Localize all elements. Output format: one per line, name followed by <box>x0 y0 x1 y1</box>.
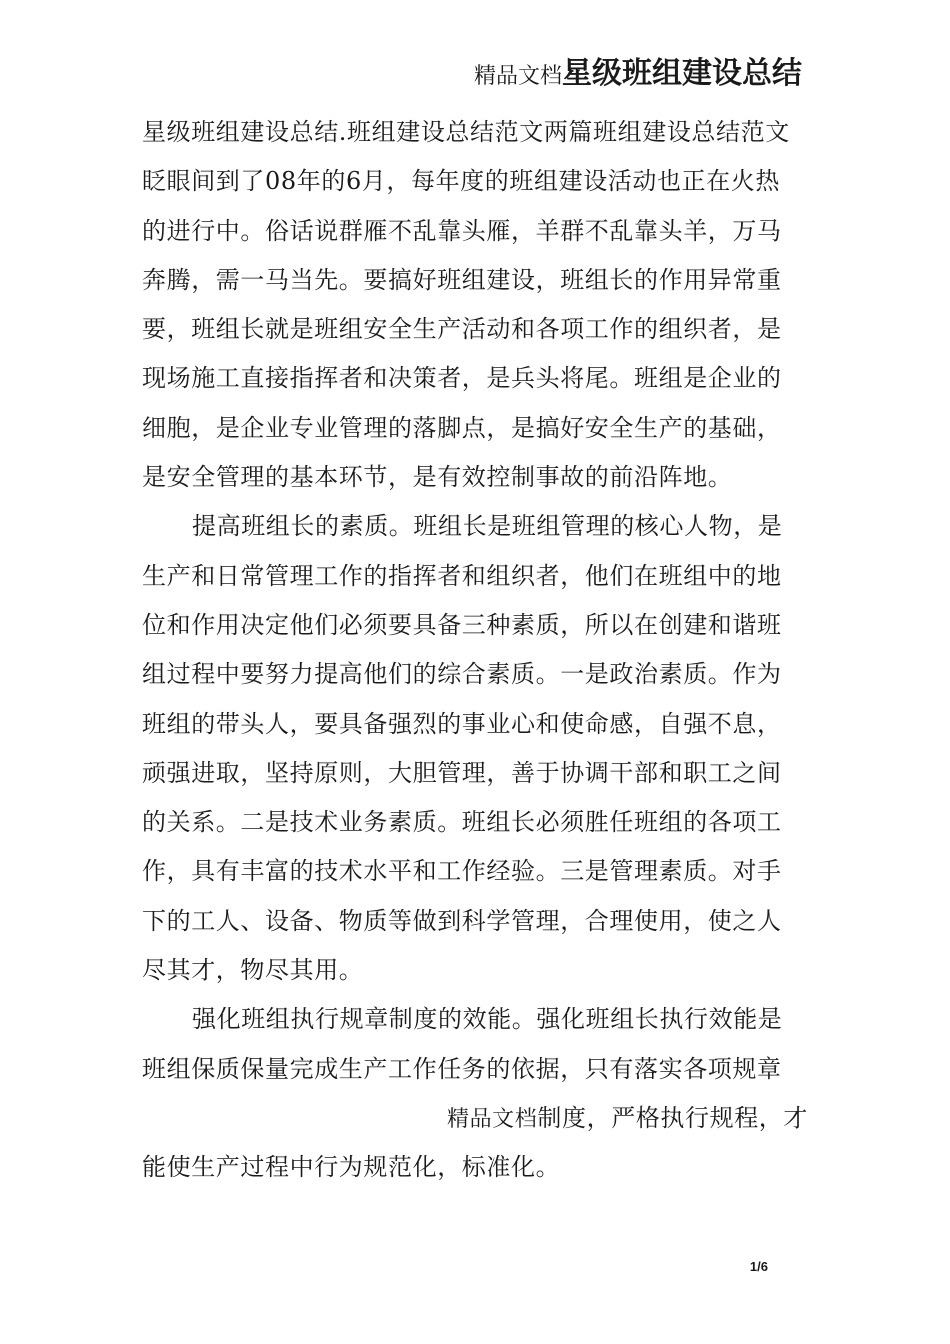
text-line: 位和作用决定他们必须要具备三种素质，所以在创建和谐班 <box>142 610 782 639</box>
text-line: 班组的带头人，要具备强烈的事业心和使命感，自强不息， <box>142 709 782 738</box>
text-line: 提高班组长的素质。班组长是班组管理的核心人物，是 <box>192 512 783 541</box>
text-line: 眨眼间到了08年的6月，每年度的班组建设活动也正在火热 <box>142 167 781 196</box>
text-line: 强化班组执行规章制度的效能。强化班组长执行效能是 <box>192 1005 783 1034</box>
text-line: 现场施工直接指挥者和决策者，是兵头将尾。班组是企业的 <box>142 364 782 393</box>
text-line: 顽强进取，坚持原则，大胆管理，善于协调干部和职工之间 <box>142 758 782 787</box>
text-line: 星级班组建设总结.班组建设总结范文两篇班组建设总结范文 <box>142 118 790 146</box>
text-line: 细胞，是企业专业管理的落脚点，是搞好安全生产的基础， <box>142 413 782 442</box>
text-line-with-footer <box>142 1094 808 1143</box>
text-line: 的关系。二是技术业务素质。班组长必须胜任班组的各项工 <box>142 808 782 837</box>
paragraph-3 <box>142 995 808 1192</box>
text-line: 奔腾，需一马当先。要搞好班组建设，班组长的作用异常重 <box>142 265 782 294</box>
text-line: 作，具有丰富的技术水平和工作经验。三是管理素质。对手 <box>142 857 782 886</box>
paragraph-2 <box>142 502 808 995</box>
text-line: 是安全管理的基本环节，是有效控制事故的前沿阵地。 <box>142 463 733 492</box>
text-line: 能使生产过程中行为规范化，标准化。 <box>142 1153 561 1182</box>
text-line: 班组保质保量完成生产工作任务的依据，只有落实各项规章 <box>142 1054 782 1083</box>
text-fragment: 制度，严格执行规程，才 <box>537 1103 808 1132</box>
text-line: 组过程中要努力提高他们的综合素质。一是政治素质。作为 <box>142 660 782 689</box>
text-line: 要，班组长就是班组安全生产活动和各项工作的组织者，是 <box>142 315 782 344</box>
footer-label: 精品文档 <box>446 1106 538 1132</box>
text-line: 下的工人、设备、物质等做到科学管理，合理使用，使之人 <box>142 906 782 935</box>
page-number: 1/6 <box>749 1259 768 1274</box>
text-line: 生产和日常管理工作的指挥者和组织者，他们在班组中的地 <box>142 561 782 590</box>
text-line: 的进行中。俗话说群雁不乱靠头雁，羊群不乱靠头羊，万马 <box>142 216 782 245</box>
header-label: 精品文档 <box>473 64 562 89</box>
document-header <box>474 52 802 100</box>
paragraph-1 <box>142 108 808 502</box>
text-line: 尽其才，物尽其用。 <box>142 956 364 985</box>
document-body <box>142 108 808 1193</box>
document-title: 星级班组建设总结 <box>562 56 802 91</box>
